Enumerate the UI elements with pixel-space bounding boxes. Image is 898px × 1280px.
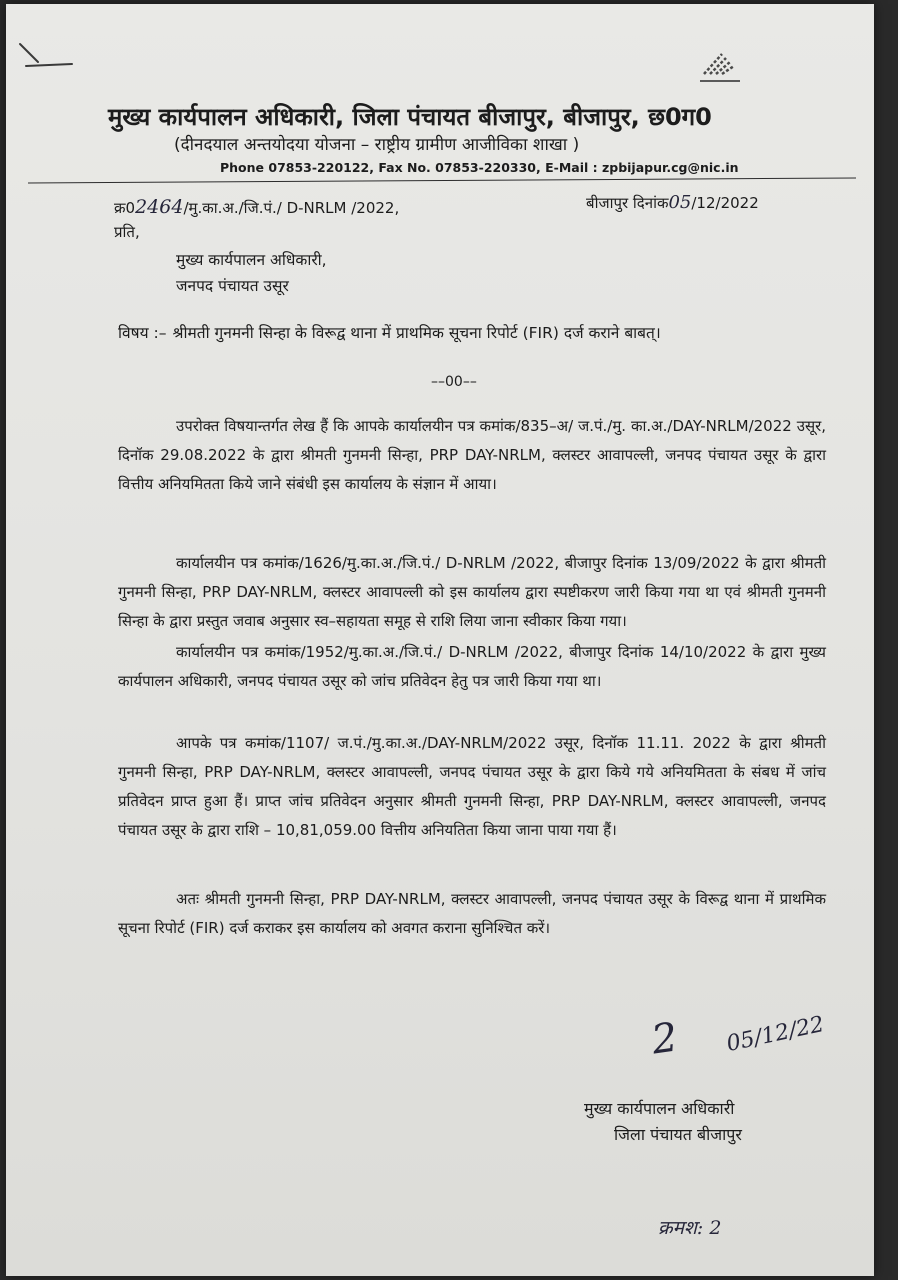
page-continuation-note: क्रमश: 2 xyxy=(658,1217,722,1239)
signatory-designation: मुख्य कार्यपालन अधिकारी xyxy=(584,1099,735,1118)
date-rest: /12/2022 xyxy=(691,194,759,212)
reference-handwritten-number: 2464 xyxy=(135,196,184,218)
recipient-designation: मुख्य कार्यपालन अधिकारी, xyxy=(176,251,327,269)
handwritten-signature: 2 xyxy=(648,1014,681,1064)
paragraph-1: उपरोक्त विषयान्तर्गत लेख हैं कि आपके कार्यालयीन पत्र कमांक/835–अ/ ज.पं./मु. का.अ./DAY-NRLM/2022 उसूर, दिनॉक 29.08.2022 के द्वारा श्रीमती गुनमनी सिन्हा, PRP DAY-NRLM, क्लस्टर आवापल्ली, जनपद पंचायत उसूर के द्वारा वित्तीय अनियमितता किये जाने संबंधी इस कार्यालय के संज्ञान में आया। xyxy=(118,417,826,493)
date-label: बीजापुर दिनांक xyxy=(586,194,669,212)
signature-date: 05/12/22 xyxy=(724,1012,827,1057)
paragraph-2: कार्यालयीन पत्र कमांक/1626/मु.का.अ./जि.पं./ D-NRLM /2022, बीजापुर दिनांक 13/09/2022 के द्वारा श्रीमती गुनमनी सिन्हा, PRP DAY-NRLM, क्लस्टर आवापल्ली को इस कार्यालय द्वारा स्पष्टीकरण जारी किया गया था एवं श्रीमती गुनमनी सिन्हा के द्वारा प्रस्तुत जवाब अनुसार स्व–सहायता समूह से राशि लिया जाना स्वीकार किया गया। xyxy=(118,554,826,630)
recipient-prefix: प्रति, xyxy=(114,223,140,241)
header-divider xyxy=(28,177,856,183)
reference-number xyxy=(114,196,399,218)
subject-line xyxy=(118,320,778,347)
subject-label: विषय :– xyxy=(118,324,167,342)
recipient-office: जनपद पंचायत उसूर xyxy=(176,277,289,295)
contact-details: Phone 07853-220122, Fax No. 07853-220330, E-Mail : zpbijapur.cg@nic.in xyxy=(220,160,739,175)
office-subtitle: (दीनदयाल अन्तयोदया योजना – राष्ट्रीय ग्रामीण आजीविका शाखा ) xyxy=(174,135,580,155)
date-handwritten-day: 05 xyxy=(668,192,692,213)
office-logo-icon xyxy=(696,50,746,90)
letter-page xyxy=(6,4,874,1276)
paragraph-5: अतः श्रीमती गुनमनी सिन्हा, PRP DAY-NRLM, क्लस्टर आवापल्ली, जनपद पंचायत उसूर के विरूद्व थाना में प्राथमिक सूचना रिपोर्ट (FIR) दर्ज कराकर इस कार्यालय को अवगत कराना सुनिश्चित करें। xyxy=(118,890,826,937)
pen-mark-icon xyxy=(16,38,76,82)
subject-text: श्रीमती गुनमनी सिन्हा के विरूद्व थाना में प्राथमिक सूचना रिपोर्ट (FIR) दर्ज कराने बाबत्। xyxy=(172,324,661,342)
separator-mark: ––00–– xyxy=(431,374,477,390)
signatory-office: जिला पंचायत बीजापुर xyxy=(614,1125,742,1144)
paragraph-3: कार्यालयीन पत्र कमांक/1952/मु.का.अ./जि.पं./ D-NRLM /2022, बीजापुर दिनांक 14/10/2022 के द्वारा मुख्य कार्यपालन अधिकारी, जनपद पंचायत उसूर को जांच प्रतिवेदन हेतु पत्र जारी किया गया था। xyxy=(118,643,826,690)
letter-date xyxy=(586,192,759,213)
reference-suffix: /मु.का.अ./जि.पं./ D-NRLM /2022, xyxy=(183,199,400,217)
reference-prefix: क्र0 xyxy=(114,199,136,217)
office-title: मुख्य कार्यपालन अधिकारी, जिला पंचायत बीजापुर, बीजापुर, छ0ग0 xyxy=(108,103,712,131)
paragraph-4: आपके पत्र कमांक/1107/ ज.पं./मु.का.अ./DAY-NRLM/2022 उसूर, दिनॉक 11.11. 2022 के द्वारा श्रीमती गुनमनी सिन्हा, PRP DAY-NRLM, क्लस्टर आवापल्ली, जनपद पंचायत उसूर के द्वारा किये गये अनियमितता के संबध में जांच प्रतिवेदन प्राप्त हुआ हैं। प्राप्त जांच प्रतिवेदन अनुसार श्रीमती गुनमनी सिन्हा, PRP DAY-NRLM, क्लस्टर आवापल्ली, जनपद पंचायत उसूर के द्वारा राशि – 10,81,059.00 वित्तीय अनियतिता किया जाना पाया गया हैं। xyxy=(118,734,826,839)
